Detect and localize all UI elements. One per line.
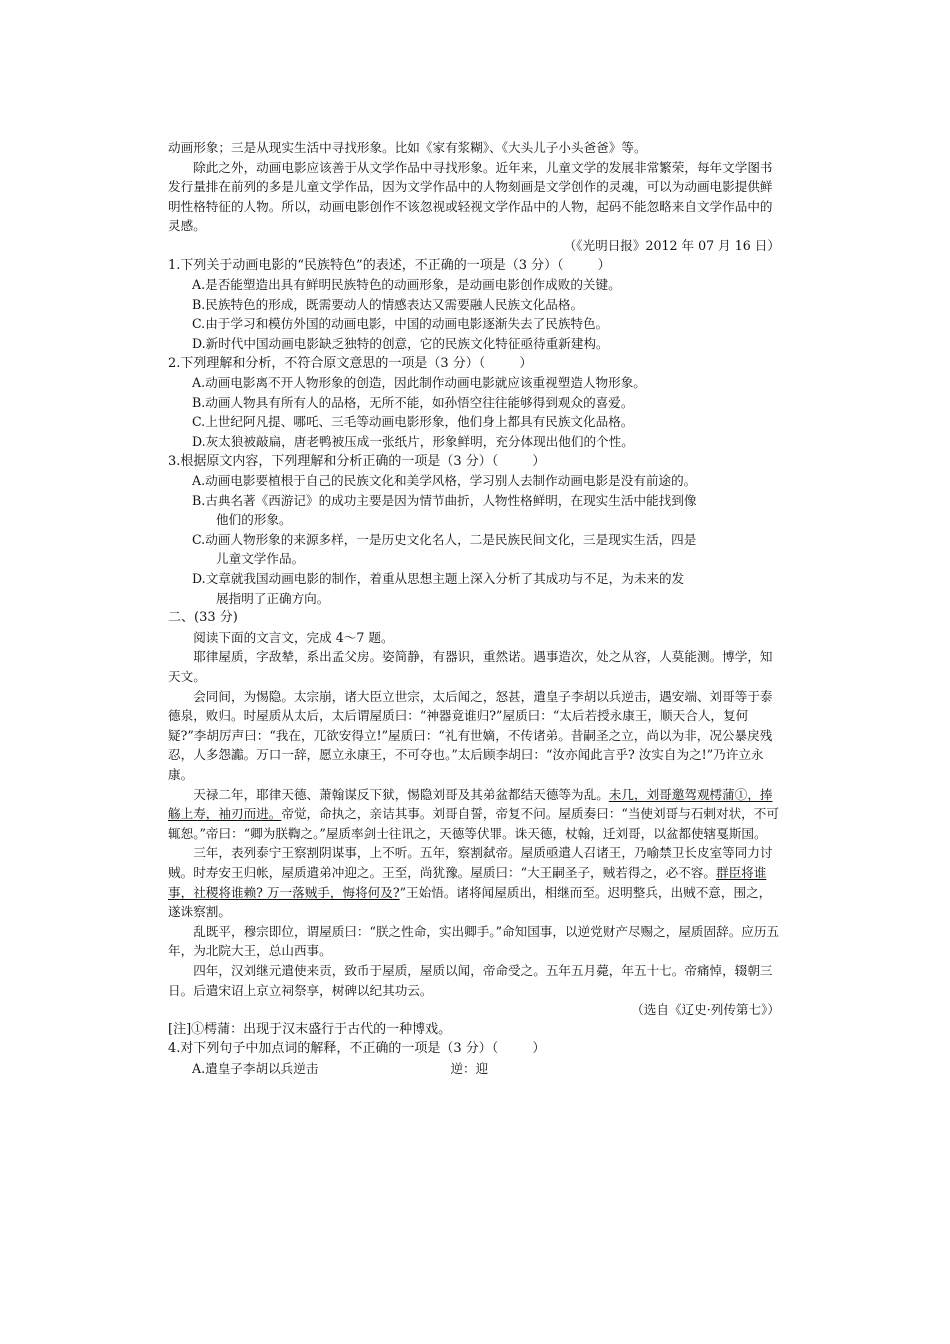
question-3-option-d-cont: 展指明了正确方向。 [216, 590, 330, 606]
question-3-stem: 3.根据原文内容，下列理解和分析正确的一项是（3 分）（ ） [168, 453, 546, 469]
question-2-stem: 2.下列理解和分析，不符合原文意思的一项是（3 分）（ ） [168, 355, 533, 371]
classical-paragraph-6: 四年，汉刘继元遣使来贡，致币于屋质，屋质以闻，帝命受之。五年五月薨，年五十七。帝痛悼，辍朝三日。后遣宋诏上京立祠祭享，树碑以纪其功云。 [168, 962, 773, 998]
intro-paragraph-1: 动画形象；三是从现实生活中寻找形象。比如《家有浆糊》、《大头儿子小头爸爸》等。 [168, 140, 647, 155]
question-1-option-d: D.新时代中国动画电影缺乏独特的创意，它的民族文化特征亟待重新建构。 [192, 335, 609, 351]
section-2-heading: 二、(33 分) [168, 610, 238, 626]
classical-paragraph-4: 三年，表列泰宁王察割阴谋事，上不听。五年，察割弑帝。屋质亟遣人召诸王，乃喻禁卫长皮室等同力讨贼。时寿安王归帐，屋质遣弟冲迎之。王至，尚犹豫。屋质曰：“大王嗣圣子，贼若得之，必不容。群臣将谁事，社稷将谁赖? 万一落贼手，悔将何及?”王始悟。诸将闻屋质出，相继而至。迟明整兵，出贼不意，围之，遂诛察割。 [168, 845, 773, 920]
question-3-option-c-cont: 儿童文学作品。 [216, 551, 305, 567]
source-citation-1: （《光明日报》2012 年 07 月 16 日） [563, 237, 780, 253]
question-2-option-b: B.动画人物具有所有人的品格，无所不能，如孙悟空往往能够得到观众的喜爱。 [192, 394, 634, 410]
question-3-option-c: C.动画人物形象的来源多样，一是历史文化名人，二是民族民间文化，三是现实生活，四是 [192, 531, 697, 547]
section-2-instruction: 阅读下面的文言文，完成 4～7 题。 [193, 629, 394, 645]
classical-paragraph-2: 会同间，为惕隐。太宗崩，诸大臣立世宗，太后闻之，怒甚，遣皇子李胡以兵逆击，遇安端、刘哥等于泰德泉，败归。时屋质从太后，太后谓屋质曰：“神器竟谁归?”屋质曰：“太后若授永康王，顺天合人，复何疑?”李胡厉声曰：“我在，兀欲安得立!”屋质曰：“礼有世嫡，不传诸弟。昔嗣圣之立，尚以为非，况公暴戾残忍，人多怨讟。万口一辞，愿立永康王，不可夺也。”太后顾李胡曰：“汝亦闻此言乎? 汝实自为之!”乃许立永康。 [168, 688, 773, 782]
classical-paragraph-1: 耶律屋质，字敌辇，系出孟父房。姿简静，有器识，重然诺。遇事造次，处之从容，人莫能测。博学，知天文。 [168, 649, 773, 685]
question-4-option-a: A.遣皇子李胡以兵逆击 逆：迎 [192, 1060, 489, 1076]
question-2-option-d: D.灰太狼被敲扁，唐老鸭被压成一张纸片，形象鲜明，充分体现出他们的个性。 [192, 433, 634, 449]
question-2-option-a: A.动画电影离不开人物形象的创造，因此制作动画电影就应该重视塑造人物形象。 [192, 375, 646, 391]
question-1-option-b: B.民族特色的形成，既需要动人的情感表达又需要融人民族文化品格。 [192, 296, 584, 312]
question-3-option-b-cont: 他们的形象。 [216, 512, 292, 528]
document-body [168, 138, 780, 1079]
underlined-sentence-1: 未几，刘哥邀驾观樗蒲①，捧觞上寿，袖刃而进。 [168, 786, 773, 822]
question-2-option-c: C.上世纪阿凡提、哪吒、三毛等动画电影形象，他们身上都具有民族文化品格。 [192, 414, 634, 430]
question-3-option-a: A.动画电影要植根于自己的民族文化和美学风格，学习别人去制作动画电影是没有前途的。 [192, 473, 697, 489]
annotation-note: [注]①樗蒲：出现于汉末盛行于古代的一种博戏。 [168, 1021, 452, 1037]
question-4-stem: 4.对下列句子中加点词的解释，不正确的一项是（3 分）（ ） [168, 1041, 546, 1057]
underlined-sentence-2: 群臣将谁事，社稷将谁赖? 万一落贼手，悔将何及? [168, 864, 767, 900]
source-citation-2: （选自《辽史·列传第七》） [631, 1002, 780, 1018]
question-3-option-b: B.古典名著《西游记》的成功主要是因为情节曲折，人物性格鲜明，在现实生活中能找到像 [192, 492, 697, 508]
intro-paragraph-2: 除此之外，动画电影应该善于从文学作品中寻找形象。近年来，儿童文学的发展非常繁荣，每年文学图书发行量排在前列的多是儿童文学作品，因为文学作品中的人物刻画是文学创作的灵魂，可以为动画电影提供鲜明性格特征的人物。所以，动画电影创作不该忽视或轻视文学作品中的人物，起码不能忽略来自文学作品中的灵感。 [168, 159, 773, 234]
question-3-option-d: D.文章就我国动画电影的制作，着重从思想主题上深入分析了其成功与不足，为未来的发 [192, 571, 685, 587]
question-1-option-c: C.由于学习和模仿外国的动画电影，中国的动画电影逐渐失去了民族特色。 [192, 316, 609, 332]
question-1-stem: 1.下列关于动画电影的“民族特色”的表述，不正确的一项是（3 分）（ ） [168, 257, 611, 273]
classical-paragraph-3: 天禄二年，耶律天德、萧翰谋反下狱，惕隐刘哥及其弟盆都结天德等为乱。未几，刘哥邀驾观樗蒲①，捧觞上寿，袖刃而进。帝觉，命执之，亲诘其事。刘哥自誓，帝复不问。屋质奏曰：“当使刘哥与石剌对状，不可辄恕。”帝曰：“卿为朕鞫之。”屋质率剑士往讯之，天德等伏罪。诛天德，杖翰，迁刘哥，以盆都使辖戛斯国。 [168, 786, 779, 841]
classical-paragraph-5: 乱既平，穆宗即位，谓屋质曰：“朕之性命，实出卿手。”命知国事，以逆党财产尽赐之，屋质固辞。应历五年，为北院大王，总山西事。 [168, 923, 780, 959]
question-1-option-a: A.是否能塑造出具有鲜明民族特色的动画形象，是动画电影创作成败的关键。 [192, 277, 621, 293]
